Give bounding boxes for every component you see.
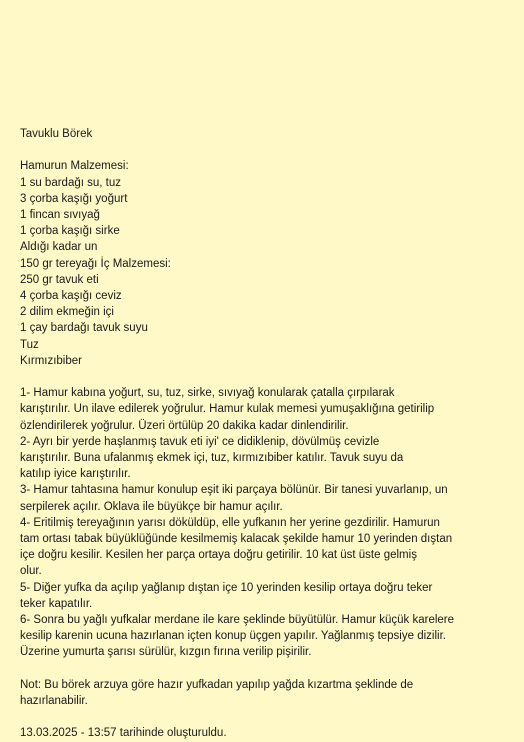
step-line: içe doğru kesilir. Kesilen her parça ortaya doğru getirilir. 10 kat üst üste gelmiş <box>20 549 417 562</box>
note-line: Not: Bu börek arzuya göre hazır yufkadan yapılıp yağda kızartma şeklinde de <box>20 678 414 691</box>
step-2 <box>20 434 516 483</box>
recipe-title: Tavuklu Börek <box>20 128 93 140</box>
step-line: özlendirilerek yoğrulur. Üzeri örtülüp 20 dakika kadar dinlendirilir. <box>20 419 349 432</box>
spacer <box>20 369 516 385</box>
ingredient-item: 2 dilim ekmeğin içi <box>20 306 114 319</box>
ingredient-item: 1 çorba kaşığı sirke <box>20 225 120 238</box>
spacer <box>20 661 516 677</box>
step-6 <box>20 612 516 661</box>
ingredient-item: 250 gr tavuk eti <box>20 273 99 286</box>
ingredient-item: 150 gr tereyağı İç Malzemesi: <box>20 257 171 270</box>
step-line: kesilip karenin ucuna hazırlanan içten konup üçgen yapılır. Yağlanmış tepsiye dizilir. <box>20 630 446 643</box>
ingredient-item: 1 çay bardağı tavuk suyu <box>20 322 148 335</box>
step-line: 5- Diğer yufka da açılıp yağlanıp dıştan içe 10 yerinden kesilip ortaya doğru teker <box>20 581 433 594</box>
step-line: 2- Ayrı bir yerde haşlanmış tavuk eti iyi' ce didiklenip, dövülmüş cevizle <box>20 435 380 448</box>
step-line: 1- Hamur kabına yoğurt, su, tuz, sirke, sıvıyağ konularak çatalla çırpılarak <box>20 387 395 400</box>
step-1 <box>20 385 516 434</box>
ingredient-item: Kırmızıbiber <box>20 354 82 367</box>
step-4 <box>20 515 516 580</box>
step-line: 4- Eritilmiş tereyağının yarısı döküldüp, elle yufkanın her yerine gezdirilir. Hamurun <box>20 516 440 529</box>
ingredient-item: Tuz <box>20 338 39 351</box>
created-timestamp: 13.03.2025 - 13:57 tarihinde oluşturuldu. <box>20 727 227 740</box>
ingredient-item: 1 fincan sıvıyağ <box>20 209 100 221</box>
note-line: hazırlanabilir. <box>20 695 88 708</box>
step-line: karıştırılır. Buna ufalanmış ekmek içi, tuz, kırmızıbiber katılır. Tavuk suyu da <box>20 452 404 465</box>
spacer <box>20 709 516 725</box>
step-line: karıştırılır. Un ilave edilerek yoğrulur. Hamur kulak memesi yumuşaklığına getirilip <box>20 403 435 416</box>
step-line: olur. <box>20 565 42 578</box>
ingredient-item: 1 su bardağı su, tuz <box>20 176 122 189</box>
step-line: Üzerine yumurta şarısı sürülür, kızgın fırına verilip pişirilir. <box>20 646 312 659</box>
step-line: katılıp iyice karıştırılır. <box>20 468 131 481</box>
ingredient-item: Aldığı kadar un <box>20 241 98 254</box>
step-3 <box>20 482 516 514</box>
ingredients-heading: Hamurun Malzemesi: <box>20 160 129 173</box>
recipe-document <box>20 126 516 742</box>
step-line: teker kapatılır. <box>20 597 93 610</box>
step-line: 3- Hamur tahtasına hamur konulup eşit iki parçaya bölünür. Bir tanesi yuvarlanıp, un <box>20 484 448 497</box>
ingredients-list <box>20 175 516 369</box>
ingredient-item: 3 çorba kaşığı yoğurt <box>20 192 128 205</box>
step-line: 6- Sonra bu yağlı yufkalar merdane ile kare şeklinde büyütülür. Hamur küçük karelere <box>20 614 455 627</box>
spacer <box>20 142 516 158</box>
note <box>20 677 516 709</box>
steps-list <box>20 385 516 660</box>
ingredient-item: 4 çorba kaşığı ceviz <box>20 290 122 303</box>
step-line: serpilerek açılır. Oklava ile büyükçe bir hamur açılır. <box>20 500 283 513</box>
step-line: tam ortası tabak büyüklüğünde kesilmemiş kalacak şekilde hamur 10 yerinden dıştan <box>20 533 453 546</box>
step-5 <box>20 580 516 612</box>
